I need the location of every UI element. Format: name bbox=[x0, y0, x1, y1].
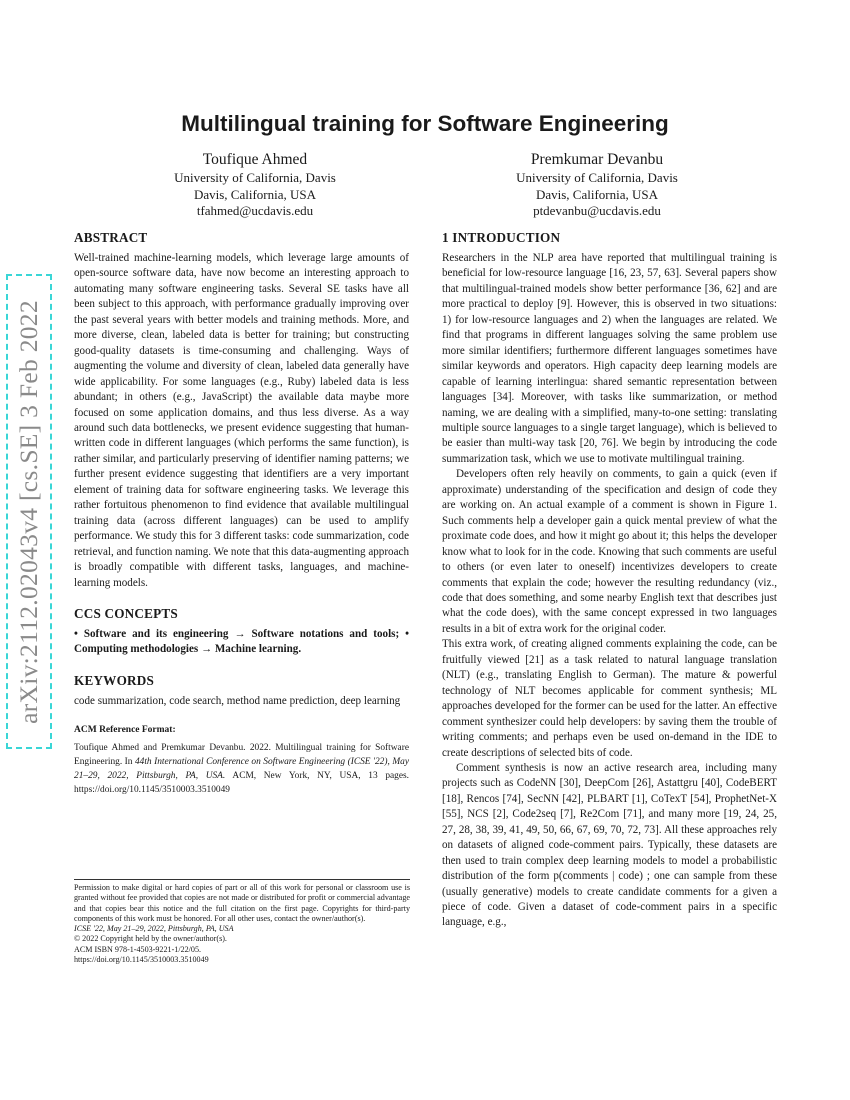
abstract-heading: ABSTRACT bbox=[74, 230, 148, 245]
intro-paragraph-4: Comment synthesis is now an active research area, including many projects such as CodeNN [30], DeepCom [26], Astattgru [40], CodeBERT [18], Rencos [74], SecNN [42], PLBART [1], CoTexT [54], ProphetNet-X [55], NCS [2], Code2seq [7], Re2Com [71], and many more [19, 24, 25, 27, 28, 38, 39, 41, 49, 50, 66, 67, 69, 70, 72, 73]. All these approaches rely on datasets of aligned code-comment pairs. Typically, these datasets are then used to train complex deep learning models to model a probabilistic distribution of the form p(comments | code) ; one can sample from these (usually generative) models to create candidate comments for a given a piece of code. Given a dataset of code-comment pairs in a specific language, e.g., bbox=[442, 761, 777, 929]
author-email: tfahmed@ucdavis.edu bbox=[196, 203, 314, 218]
arxiv-stamp: arXiv:2112.02043v4 [cs.SE] 3 Feb 2022 bbox=[14, 299, 43, 724]
acm-ref-heading: ACM Reference Format: bbox=[74, 725, 176, 736]
permission-copyright: © 2022 Copyright held by the owner/author(s). bbox=[74, 934, 227, 944]
permission-isbn: ACM ISBN 978-1-4503-9221-1/22/05. bbox=[74, 944, 202, 954]
abstract-text: Well-trained machine-learning models, which leverage large amounts of open-source software data, have now become an interesting approach to automating many software engineering tasks. Several SE tasks have all been subject to this approach, with performance gradually improving over the past several years with better models and training methods. More, and more diverse, clean, labeled data is better for training; but constructing good-quality datasets is time-consuming and challenging. Ways of augmenting the volume and diversity of clean, labeled data generally have wide applicability. For some languages (e.g., Ruby) labeled data is less abundant; in others (e.g., JavaScript) the available data maybe more focused on some application domains, and thus less diverse. As a way around such data bottlenecks, we present evidence suggesting that human-written code in different languages (which performs the same function), is rather similar, and particularly preserving of identifier naming patterns; we further present evidence suggesting that identifiers are a very important element of training data for software engineering tasks. We leverage this rather fortuitous phenomenon to find evidence that available multilingual training data (across different languages) can be used to amplify performance. We study this for 3 different tasks: code summarization, code retrieval, and function naming. We note that this data-augmenting approach is broadly compatible with different tasks, languages, and machine-learning models. bbox=[74, 252, 409, 589]
ccs-heading: CCS CONCEPTS bbox=[74, 605, 178, 621]
author-location: Davis, California, USA bbox=[535, 186, 659, 202]
permission-doi: https://doi.org/10.1145/3510003.3510049 bbox=[74, 955, 209, 965]
author-affiliation: University of California, Davis bbox=[516, 170, 678, 185]
author-name: Premkumar Devanbu bbox=[530, 151, 664, 168]
permission-text: Permission to make digital or hard copies of part or all of this work for personal or classroom use is granted without fee provided that copies are not made or distributed for profit or commercial advantage and that copies bear this notice and the full citation on the first page. Copyrights for third-party components of this work must be honored. For all other uses, contact the owner/author(s). bbox=[74, 883, 410, 923]
keywords-heading: KEYWORDS bbox=[74, 672, 155, 688]
author-affiliation: University of California, Davis bbox=[174, 170, 336, 185]
author-email: ptdevanbu@ucdavis.edu bbox=[533, 203, 661, 218]
paper-title: Multilingual training for Software Engineering bbox=[181, 111, 669, 136]
permission-venue: ICSE '22, May 21–29, 2022, Pittsburgh, PA, USA bbox=[74, 924, 234, 934]
arxiv-stamp-box bbox=[6, 274, 52, 749]
intro-heading: 1 INTRODUCTION bbox=[442, 230, 561, 245]
permission-footnote bbox=[74, 879, 410, 965]
author-location: Davis, California, USA bbox=[193, 186, 317, 202]
keywords-text: code summarization, code search, method name prediction, deep learning bbox=[74, 694, 401, 707]
author-name: Toufique Ahmed bbox=[202, 151, 308, 168]
author-block-2 bbox=[447, 150, 747, 220]
intro-paragraph-2: Developers often rely heavily on comments, to gain a quick (even if approximate) understanding of the specification and design of code they are working on. An actual example of a comment is shown in Figure 1. Such comments help a developer gain a quick mental preview of what the proximate code does, and how it might go about it; this helps the developer know what to look for in the code. Knowing that such comments are useful to others (or even later to oneself) incentivizes developers to create comments that explain the code; however the resulting redundancy (viz., code that does something, and some nearby English text that describes just what the code does), with the same concept expressed in two languages results in a bit of extra work for the original coder. bbox=[442, 468, 777, 635]
right-column bbox=[442, 229, 777, 931]
ccs-text: • Software and its engineering → Software notations and tools; • Computing methodologies → Machine learning. bbox=[74, 627, 409, 656]
author-block-1 bbox=[105, 150, 405, 220]
intro-paragraph-3: This extra work, of creating aligned comments explaining the code, can be fruitfully viewed [21] as a task related to natural language translation (NLT) (e.g., translating English to German). The mature & powerful technology of NLT becomes applicable for comment synthesis; ML approaches developed for the former can be used for the latter. An effective comment synthesizer could help developers: by saving them the trouble of writing comments; and perhaps even be used on-demand in the IDE to create descriptions of selected bits of code. bbox=[442, 638, 777, 759]
acm-ref-text: Toufique Ahmed and Premkumar Devanbu. 2022. Multilingual training for Software Engineering. In 44th International Conference on Software Engineering (ICSE '22), May 21–29, 2022, Pittsburgh, PA, USA. ACM, New York, NY, USA, 13 pages. https://doi.org/10.1145/3510003.3510049 bbox=[74, 742, 410, 795]
acm-ref-venue: 44th International Conference on Software Engineering (ICSE '22), May 21–29, 2022, Pittsburgh, PA, USA. bbox=[74, 756, 409, 781]
left-column bbox=[74, 229, 409, 797]
intro-paragraph-1: Researchers in the NLP area have reported that multilingual training is beneficial for low-resource language [16, 23, 57, 63]. Several papers show that multilingual-trained models show better performance [36, 62] and are more practical to deploy [9]. However, this is observed in two situations: 1) for low-resource languages and 2) when the languages are related. We find that programs in different languages solving the same problem use more similar identifiers; furthermore different languages sometimes have similar keywords and operators. High capacity deep learning models are capable of learning interlingua: shared semantic representation between languages [34]. Moreover, with tasks like summarization, or method naming, we are dealing with a simplified, many-to-one setting: translating multiple source languages to a single target language), which is believed to be easier than multi-way task [20, 76]. We begin by introducing the code summarization task, which we use to motivate multilingual training. bbox=[442, 252, 777, 465]
